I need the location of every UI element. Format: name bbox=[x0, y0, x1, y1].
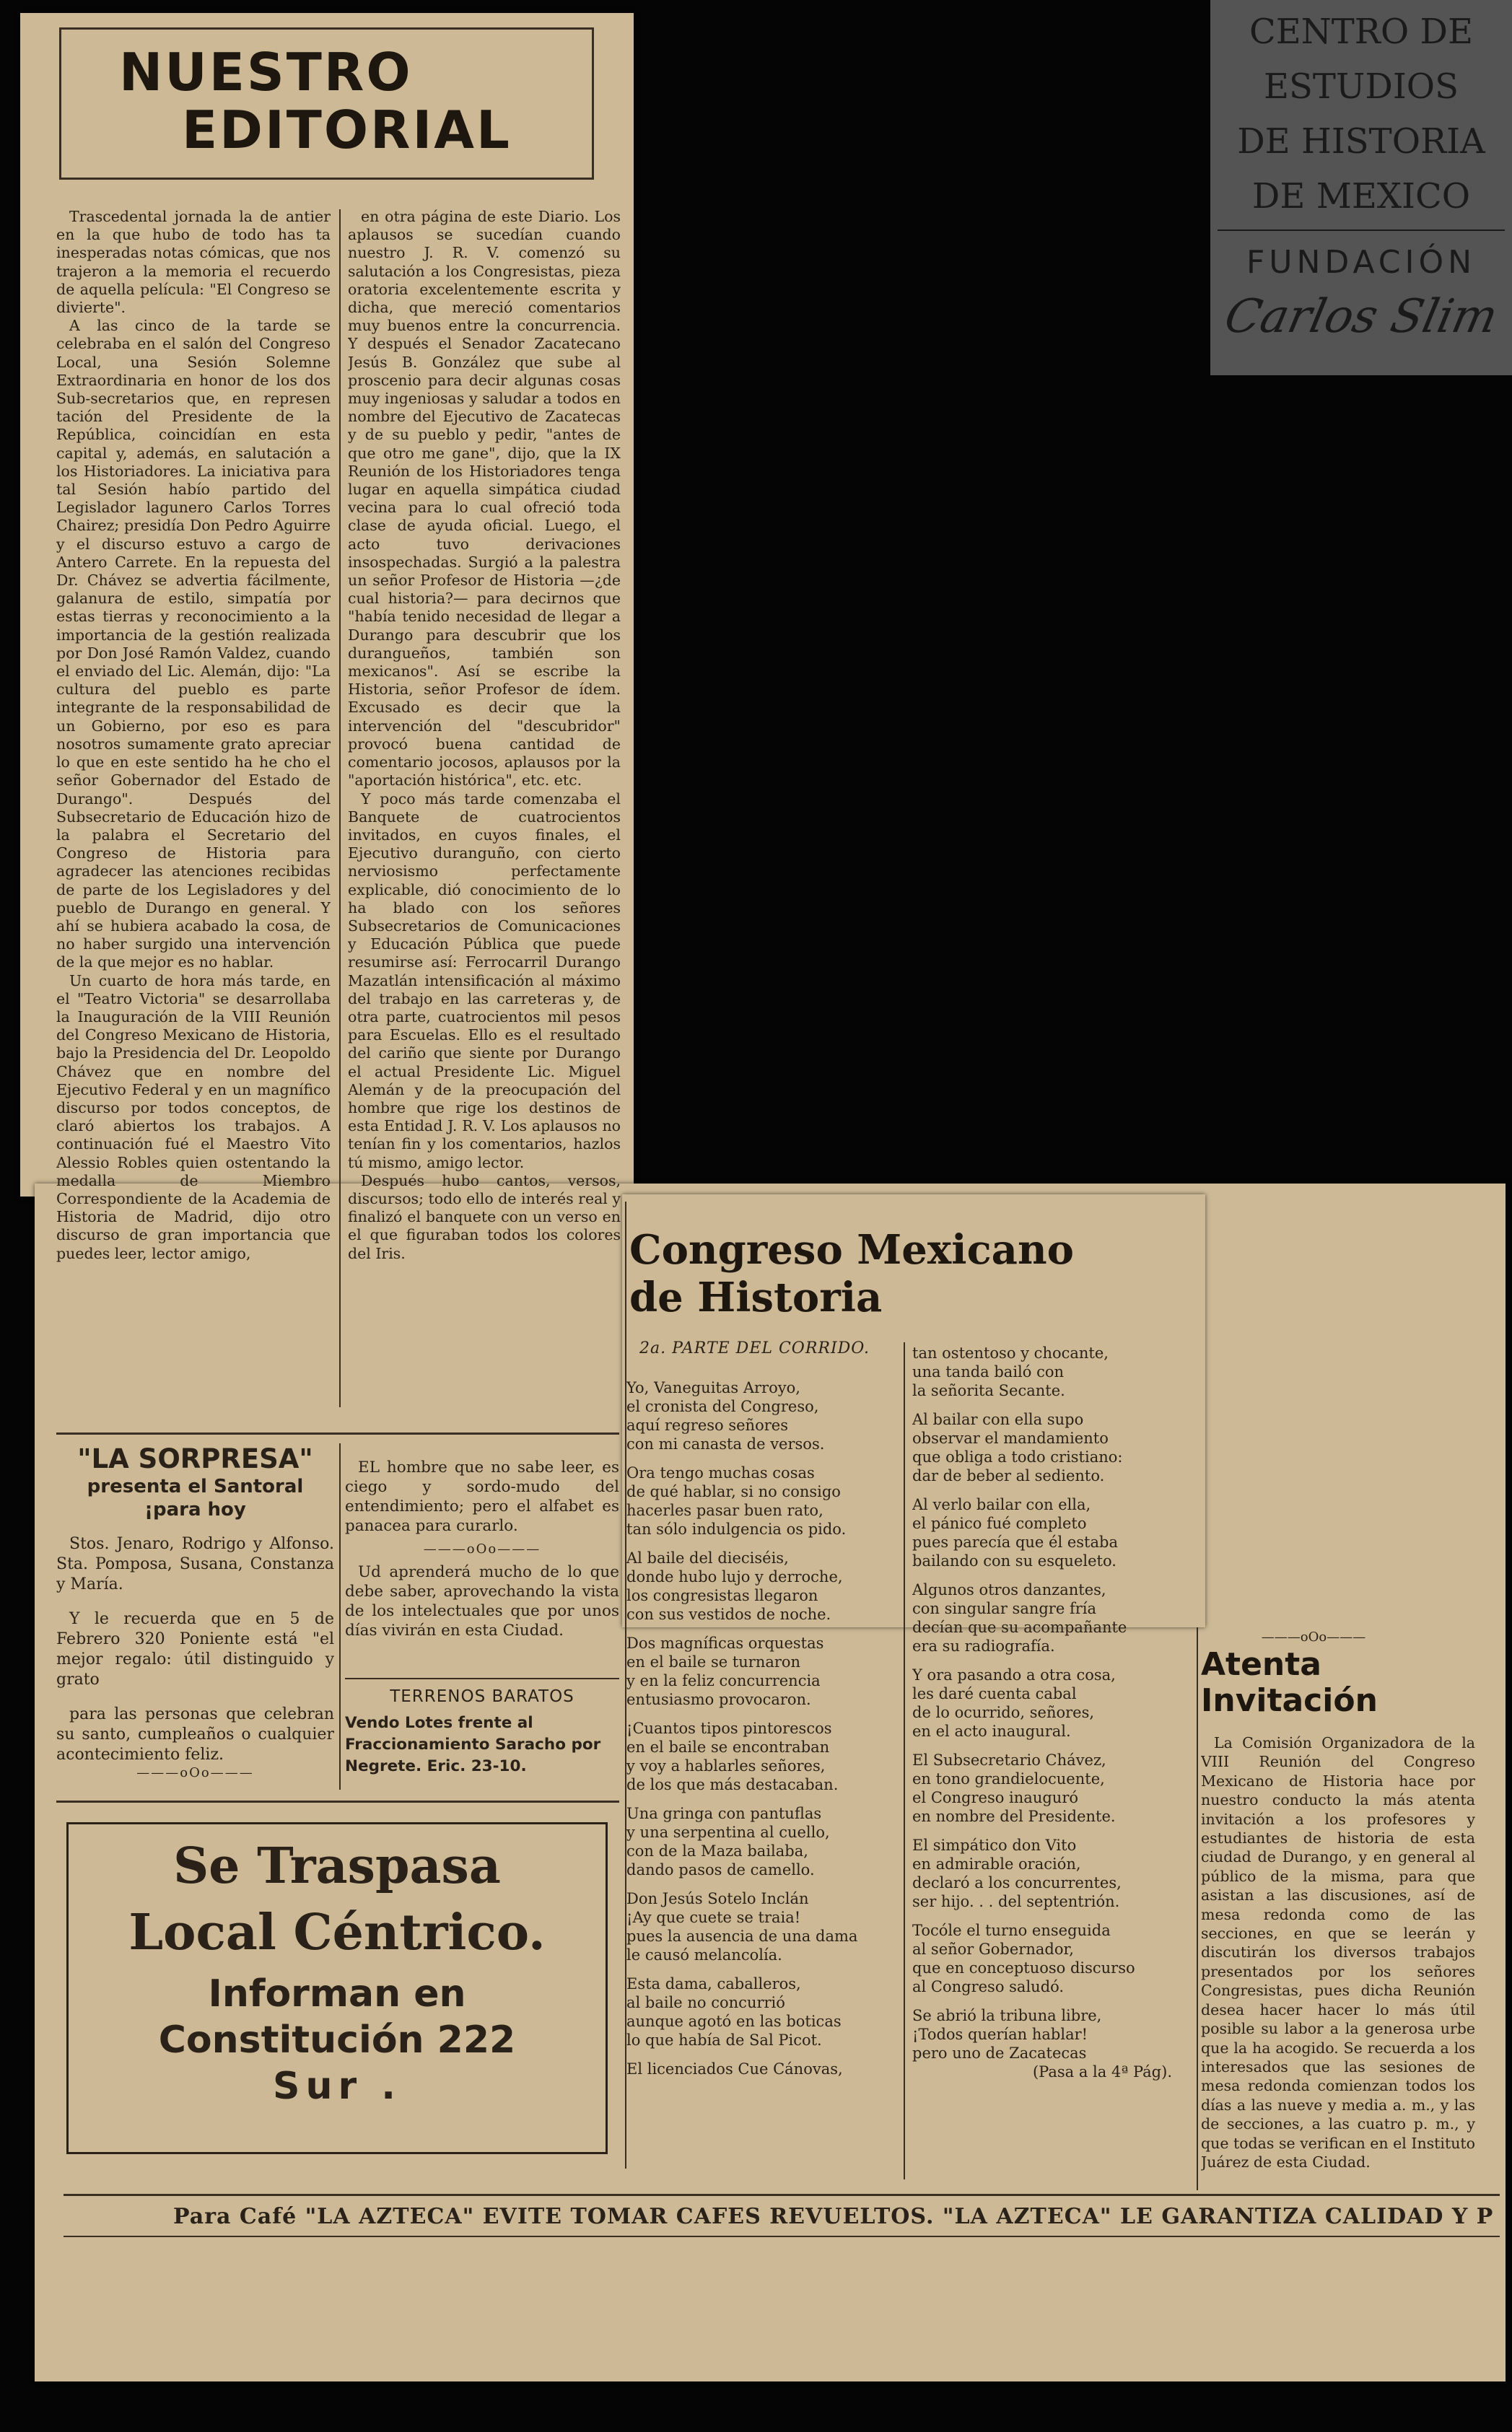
atenta-title-line2: Invitación bbox=[1201, 1682, 1378, 1719]
editorial-paragraph: en otra página de este Diario. Los aplausos se sucedían cuando nuestro J. R. V. comenzó su salutación a los Congresistas, pieza oratoria excelentemente escrita y dicha, que mereció comentarios muy buenos entre la concurrencia. Y después el Senador Zacatecano Jesús B. González que sube al proscenio para decir algunas cosas muy ingeniosas y saludar a todos en nombre del Ejecutivo de Zacatecas y de su pueblo y pedir, "antes de que otro me gane", dijo, que la IX Reunión de los Historiadores tenga lugar en aquella simpática ciudad vecina para lo cual ofreció toda clase de ayuda oficial. Luego, el acto tuvo derivaciones insospechadas. Surgió a la palestra un señor Profesor de Historia —¿de cual historia?— para decirnos que "había tenido necesidad de llegar a Durango para descubrir que los durangueños, también son mexicanos". Así se escribe la Historia, señor Profesor de ídem. Excusado es decir que la intervención del "descubridor" provocó buena cantidad de comentario jocosos, aplausos por la "aportación histórica", etc. etc. bbox=[348, 208, 621, 789]
traspasa-ad bbox=[66, 1822, 608, 2154]
verse-stanza: Una gringa con pantuflas y una serpentina al cuello, con de la Maza bailaba, dando pasos de camello. bbox=[626, 1805, 830, 1878]
congreso-verse-column-2 bbox=[912, 1344, 1201, 2174]
sorpresa-subtitle: ¡para hoy bbox=[144, 1499, 246, 1521]
verse-stanza: Esta dama, caballeros, al baile no concurrió aunque agotó en las boticas lo que había de Sal Picot. bbox=[626, 1975, 842, 2049]
traspasa-top-rule bbox=[56, 1801, 619, 1803]
traspasa-line: Local Céntrico. bbox=[128, 1904, 546, 1961]
atenta-text: La Comisión Organizadora de la VIII Reunión del Congreso Mexicano de Historia hace por nuestro conducto la más atenta invitación a los profesores y estudiantes de historia de esta ciudad de Durango, y en general al público de la misma, para que asistan a las discusiones, así de mesa redonda como de las secciones, en que se leerán y discutirán los diversos trabajos presentados por los señores Congresistas, pues dicha Reunión desea hacer hacer lo más útil posible su labor a la generosa urbe que la ha acogido. Se recuerda a los interesados que las sesiones de mesa redonda comienzan todos los días a las nueve y media a. m., y las de secciones, a las cuatro p. m., y que todas se verifican en el Instituto Juárez de esta Ciudad. bbox=[1201, 1734, 1475, 2171]
editorial-column-divider bbox=[339, 209, 341, 1407]
proverb-text: Ud aprenderá mucho de lo que debe saber, aprovechando la vista de los intelectuales que por unos días vivirán en esta Ciudad. bbox=[345, 1563, 619, 1640]
sorpresa-text: para las personas que celebran su santo, cumpleaños o cualquier acontecimiento feliz. bbox=[56, 1705, 334, 1764]
column-divider bbox=[1197, 1627, 1198, 2190]
editorial-paragraph: Trascedental jornada la de antier en la que hubo de todo has ta inesperadas notas cómicas, que nos trajeron a la memoria el recuerdo de aquella película: "El Congreso se divierte". bbox=[56, 208, 331, 317]
editorial-paragraph: Después hubo cantos, versos, discursos; todo ello de interés real y finalizó el banquete con un verso en el que figuraban todos los colores del Iris. bbox=[348, 1171, 621, 1262]
editorial-box-left bbox=[59, 27, 61, 179]
watermark-line: CENTRO DE bbox=[1249, 12, 1474, 52]
atenta-text-column bbox=[1201, 1733, 1475, 2195]
watermark-line: ESTUDIOS bbox=[1263, 66, 1459, 107]
verse-stanza: Yo, Vaneguitas Arroyo, el cronista del Congreso, aquí regreso señores con mi canasta de versos. bbox=[626, 1379, 825, 1453]
editorial-box-right bbox=[592, 27, 594, 179]
column-divider bbox=[339, 1443, 341, 1790]
congreso-subtitle: 2a. PARTE DEL CORRIDO. bbox=[639, 1339, 870, 1357]
sorpresa-ad bbox=[56, 1443, 334, 1783]
verse-stanza: Ora tengo muchas cosas de qué hablar, si no consigo hacerles pasar buen rato, tan sólo indulgencia os pido. bbox=[626, 1464, 847, 1538]
verse-stanza: Tocóle el turno enseguida al señor Gobernador, que en conceptuoso discurso al Congreso saludó. bbox=[912, 1922, 1135, 1995]
footer-bottom-rule bbox=[64, 2236, 1500, 2237]
editorial-column-1 bbox=[56, 208, 331, 1414]
editorial-paragraph: Un cuarto de hora más tarde, en el "Teatro Victoria" se desarrollaba la Inauguración de la VIII Reunión del Congreso Mexicano de Historia, bajo la Presidencia del Dr. Leopoldo Chávez que en nombre del Ejecutivo Federal y en un magnífico discurso por todos conceptos, de claró abiertos los trabajos. A continuación fué el Maestro Vito Alessio Robles quien ostentando la medalla de Miembro Correspondiente de la Academia de Historia de Madrid, dijo otro discurso de gran importancia que puedes leer, lector amigo, bbox=[56, 971, 331, 1262]
sorpresa-title: "LA SORPRESA" bbox=[77, 1443, 313, 1474]
watermark-line: DE HISTORIA bbox=[1237, 121, 1485, 162]
verse-stanza: Se abrió la tribuna libre, ¡Todos querían hablar! pero uno de Zacatecas bbox=[912, 2007, 1102, 2062]
editorial-top-rule bbox=[59, 27, 593, 30]
watermark-divider bbox=[1218, 229, 1505, 231]
congreso-title-line2: de Historia bbox=[629, 1274, 883, 1321]
verse-stanza: El Subsecretario Chávez, en tono grandielocuente, el Congreso inauguró en nombre del Presidente. bbox=[912, 1751, 1116, 1825]
traspasa-line: Se Traspasa bbox=[173, 1837, 501, 1895]
editorial-paragraph: Y poco más tarde comenzaba el Banquete de cuatrocientos invitados, en cuyos finales, el Ejecutivo duranguño, con cierto nerviosismo perfectamente explicable, dió conocimiento de lo ha blado con los señores Subsecretarios de Comunicaciones y Educación Pública que puede resumirse así: Ferrocarril Durango Mazatlán intensificación al máximo del trabajo en las carreteras y, de otra parte, cuatrocientos mil pesos para Escuelas. Ello es el resultado del cariño que siente por Durango el actual Presidente Lic. Miguel Alemán y de la preocupación del hombre que rige los destinos de esta Entidad J. R. V. Los aplausos no tenían fin y los comentarios, hazlos tú mismo, amigo lector. bbox=[348, 789, 621, 1171]
terrenos-text: Vendo Lotes frente al Fraccionamiento Saracho por Negrete. Eric. 23-10. bbox=[345, 1714, 601, 1775]
verse-stanza: Al verlo bailar con ella, el pánico fué completo pues parecía que él estaba bailando con su esqueleto. bbox=[912, 1496, 1118, 1570]
editorial-title-line2: EDITORIAL bbox=[182, 100, 512, 160]
verse-stanza: Algunos otros danzantes, con singular sangre fría decían que su acompañante era su radiografía. bbox=[912, 1581, 1127, 1655]
watermark-logo bbox=[1210, 0, 1512, 375]
verse-stanza: El simpático don Vito en admirable oración, declaró a los concurrentes, ser hijo. . . del septentrión. bbox=[912, 1837, 1122, 1910]
proverb-box bbox=[345, 1458, 619, 1674]
sorpresa-subtitle: presenta el Santoral bbox=[87, 1476, 304, 1497]
verse-stanza: Al bailar con ella supo observar el mandamiento que obliga a todo cristiano: dar de beber al sediento. bbox=[912, 1411, 1123, 1484]
traspasa-line: Informan en bbox=[208, 1972, 466, 2016]
congreso-verse-column-1 bbox=[626, 1378, 908, 2172]
editorial-box-bottom bbox=[59, 178, 594, 180]
ornament: ———oOo——— bbox=[423, 1541, 541, 1557]
atenta-ornament: ———oOo——— bbox=[1261, 1630, 1366, 1645]
proverb-text: EL hombre que no sabe leer, es ciego y sordo-mudo del entendimiento; pero el alfabet es panacea para curarlo. bbox=[345, 1458, 619, 1535]
traspasa-line: Sur . bbox=[273, 2065, 401, 2108]
editorial-title-line1: NUESTRO bbox=[119, 42, 413, 102]
sorpresa-text: Stos. Jenaro, Rodrigo y Alfonso. Sta. Pomposa, Susana, Constanza y María. bbox=[56, 1535, 334, 1593]
congreso-title-line1: Congreso Mexicano bbox=[629, 1226, 1075, 1274]
ornament: ———oOo——— bbox=[136, 1765, 254, 1780]
editorial-column-2 bbox=[348, 208, 621, 1414]
terrenos-title: TERRENOS BARATOS bbox=[390, 1687, 574, 1706]
continuation-note: (Pasa a la 4ª Pág). bbox=[1032, 2063, 1172, 2081]
verse-stanza: El licenciados Cue Cánovas, bbox=[626, 2060, 843, 2078]
verse-stanza: Dos magníficas orquestas en el baile se turnaron y en la feliz concurrencia entusiasmo provocaron. bbox=[626, 1635, 824, 1708]
atenta-title-line1: Atenta bbox=[1201, 1646, 1321, 1683]
verse-stanza: Don Jesús Sotelo Inclán ¡Ay que cuete se traia! pues la ausencia de una dama le causó melancolía. bbox=[626, 1890, 858, 1964]
traspasa-line: Constitución 222 bbox=[158, 2018, 516, 2062]
terrenos-top-rule bbox=[345, 1678, 619, 1679]
section-rule bbox=[56, 1432, 619, 1435]
column-divider bbox=[904, 1342, 905, 2179]
footer-top-rule bbox=[64, 2194, 1500, 2196]
sorpresa-text: Y le recuerda que en 5 de Febrero 320 Poniente está "el mejor regalo: útil distinguido y grato bbox=[56, 1610, 334, 1689]
verse-stanza: ¡Cuantos tipos pintorescos en el baile se encontraban y voy a hablarles señores, de los que más destacaban. bbox=[626, 1720, 839, 1793]
verse-stanza: Y ora pasando a otra cosa, les daré cuenta cabal de lo ocurrido, señores, en el acto inaugural. bbox=[912, 1666, 1116, 1740]
watermark-signature: Carlos Slim bbox=[1220, 290, 1503, 344]
watermark-fundacion: FUNDACIÓN bbox=[1246, 244, 1477, 281]
footer-banner: Para Café "LA AZTECA" EVITE TOMAR CAFES REVUELTOS. "LA AZTECA" LE GARANTIZA CALIDAD Y P bbox=[173, 2204, 1494, 2229]
verse-stanza: tan ostentoso y chocante, una tanda bailó con la señorita Secante. bbox=[912, 1344, 1109, 1399]
watermark-line: DE MEXICO bbox=[1251, 176, 1471, 216]
verse-stanza: Al baile del dieciséis, donde hubo lujo y derroche, los congresistas llegaron con sus vestidos de noche. bbox=[626, 1549, 843, 1623]
editorial-paragraph: A las cinco de la tarde se celebraba en el salón del Congreso Local, una Sesión Solemne Extraordinaria en honor de los dos Sub-secretarios que, en represen tación del Presidente de la República, coincidían en esta capital y, además, en salutación a los Historiadores. La iniciativa para tal Sesión habío partido del Legislador lagunero Carlos Torres Chairez; presidía Don Pedro Aguirre y el discurso estuvo a cargo de Antero Carrete. En la repuesta del Dr. Chávez se advertia fácilmente, galanura de estilo, simpatía por estas tierras y reconocimiento a la importancia de la gestión realizada por Don José Ramón Valdez, cuando el enviado del Lic. Alemán, dijo: "La cultura del pueblo es parte integrante de la responsabilidad de un Gobierno, por eso es para nosotros sumamente grato apreciar lo que en este sentido ha he cho el señor Gobernador del Estado de Durango". Después del Subsecretario de Educación hizo de la palabra el Secretario del Congreso de Historia para agradecer las atenciones recibidas de parte de los Legisladores y del pueblo de Durango en general. Y ahí se hubiera acabado la cosa, de no haber surgido una intervención de la que mejor es no hablar. bbox=[56, 317, 331, 971]
terrenos-ad bbox=[345, 1685, 619, 1786]
